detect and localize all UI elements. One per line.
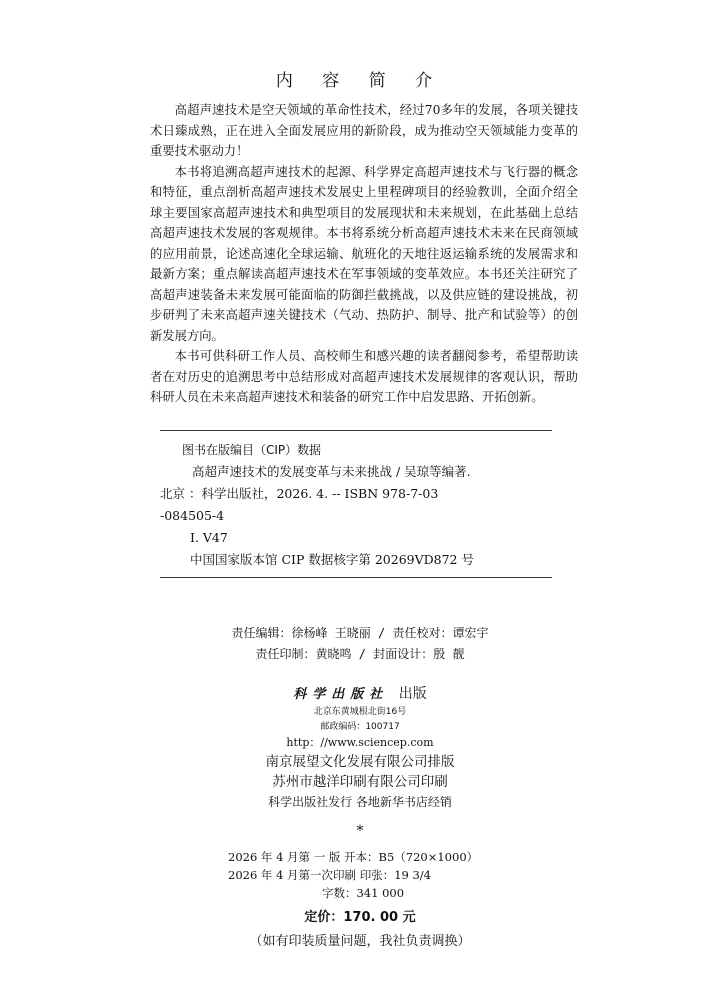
- cip-title-line: 高超声速技术的发展变革与未来挑战 / 吴琼等编著.: [192, 464, 471, 479]
- cip-publisher-line: 北京 ：科学出版社，2026. 4. -- ISBN 978-7-03: [160, 486, 439, 501]
- printing-info: [0, 752, 720, 812]
- edition-info: [228, 848, 498, 902]
- editor-line: 责任编辑：徐杨峰 王晓丽 / 责任校对：谭宏宇: [231, 626, 489, 640]
- separator-star: *: [356, 823, 364, 839]
- editorial-credits: [0, 623, 720, 665]
- cip-record-line: 中国国家版本馆 CIP 数据核字第 20269VD872 号: [190, 552, 474, 567]
- word-count: 字数：341 000: [321, 886, 405, 900]
- distribution-line: 科学出版社发行 各地新华书店经销: [268, 795, 452, 809]
- quality-notice: （如有印装质量问题，我社负责调换）: [249, 934, 471, 949]
- cip-heading: 图书在版编目（CIP）数据: [182, 443, 322, 457]
- publisher-logo: 科学出版社: [293, 687, 389, 702]
- edition-line: 2026 年 4 月第 一 版 开本：B5（720×1000）: [228, 850, 479, 864]
- price: 定价：170. 00 元: [304, 910, 416, 925]
- publisher-url: http：//www.sciencep.com: [286, 736, 434, 749]
- page-title: 内 容 简 介: [275, 71, 445, 91]
- synopsis-paragraph: 本书可供科研工作人员、高校师生和感兴趣的读者翻阅参考，希望帮助读者在对历史的追溯思考中总结形成对高超声速技术发展规律的客观认识，帮助科研人员在未来高超声速技术和装备的研究工作中启发思路、开拓创新。: [150, 349, 578, 404]
- publisher-suffix: 出版: [398, 686, 427, 702]
- cip-class-line: Ⅰ. V47: [190, 530, 228, 545]
- cip-data-block: [160, 430, 552, 578]
- editor-line: 责任印制：黄晓鸣 / 封面设计：殷 靓: [255, 647, 465, 661]
- synopsis: [150, 100, 578, 408]
- synopsis-paragraph: 本书将追溯高超声速技术的起源、科学界定高超声速技术与飞行器的概念和特征，重点剖析高超声速技术发展史上里程碑项目的经验教训，全面介绍全球主要国家高超声速技术和典型项目的发展现状和未来规划，在此基础上总结高超声速技术发展的客观规律。本书将系统分析高超声速技术未来在民商领域的应用前景，论述高速化全球运输、航班化的天地往返运输系统的发展需求和最新方案；重点解读高超声速技术在军事领域的变革效应。本书还关注研究了高超声速装备未来发展可能面临的防御拦截挑战，以及供应链的建设挑战，初步研判了未来高超声速关键技术（气动、热防护、制导、批产和试验等）的创新发展方向。: [150, 164, 578, 343]
- printing-line: 2026 年 4 月第一次印刷 印张：19 3/4: [228, 868, 432, 882]
- cip-isbn-line: -084505-4: [160, 508, 225, 523]
- synopsis-paragraph: 高超声速技术是空天领域的革命性技术，经过70多年的发展，各项关键技术日臻成熟，正在进入全面发展应用的新阶段，成为推动空天领域能力变革的重要技术驱动力！: [150, 103, 578, 158]
- publisher-postcode: 邮政编码：100717: [320, 722, 400, 732]
- printer-line: 苏州市越洋印刷有限公司印刷: [272, 774, 448, 790]
- publisher-info: [0, 684, 720, 751]
- typesetter-line: 南京展望文化发展有限公司排版: [265, 754, 455, 770]
- publisher-address: 北京东黄城根北街16号: [313, 707, 407, 717]
